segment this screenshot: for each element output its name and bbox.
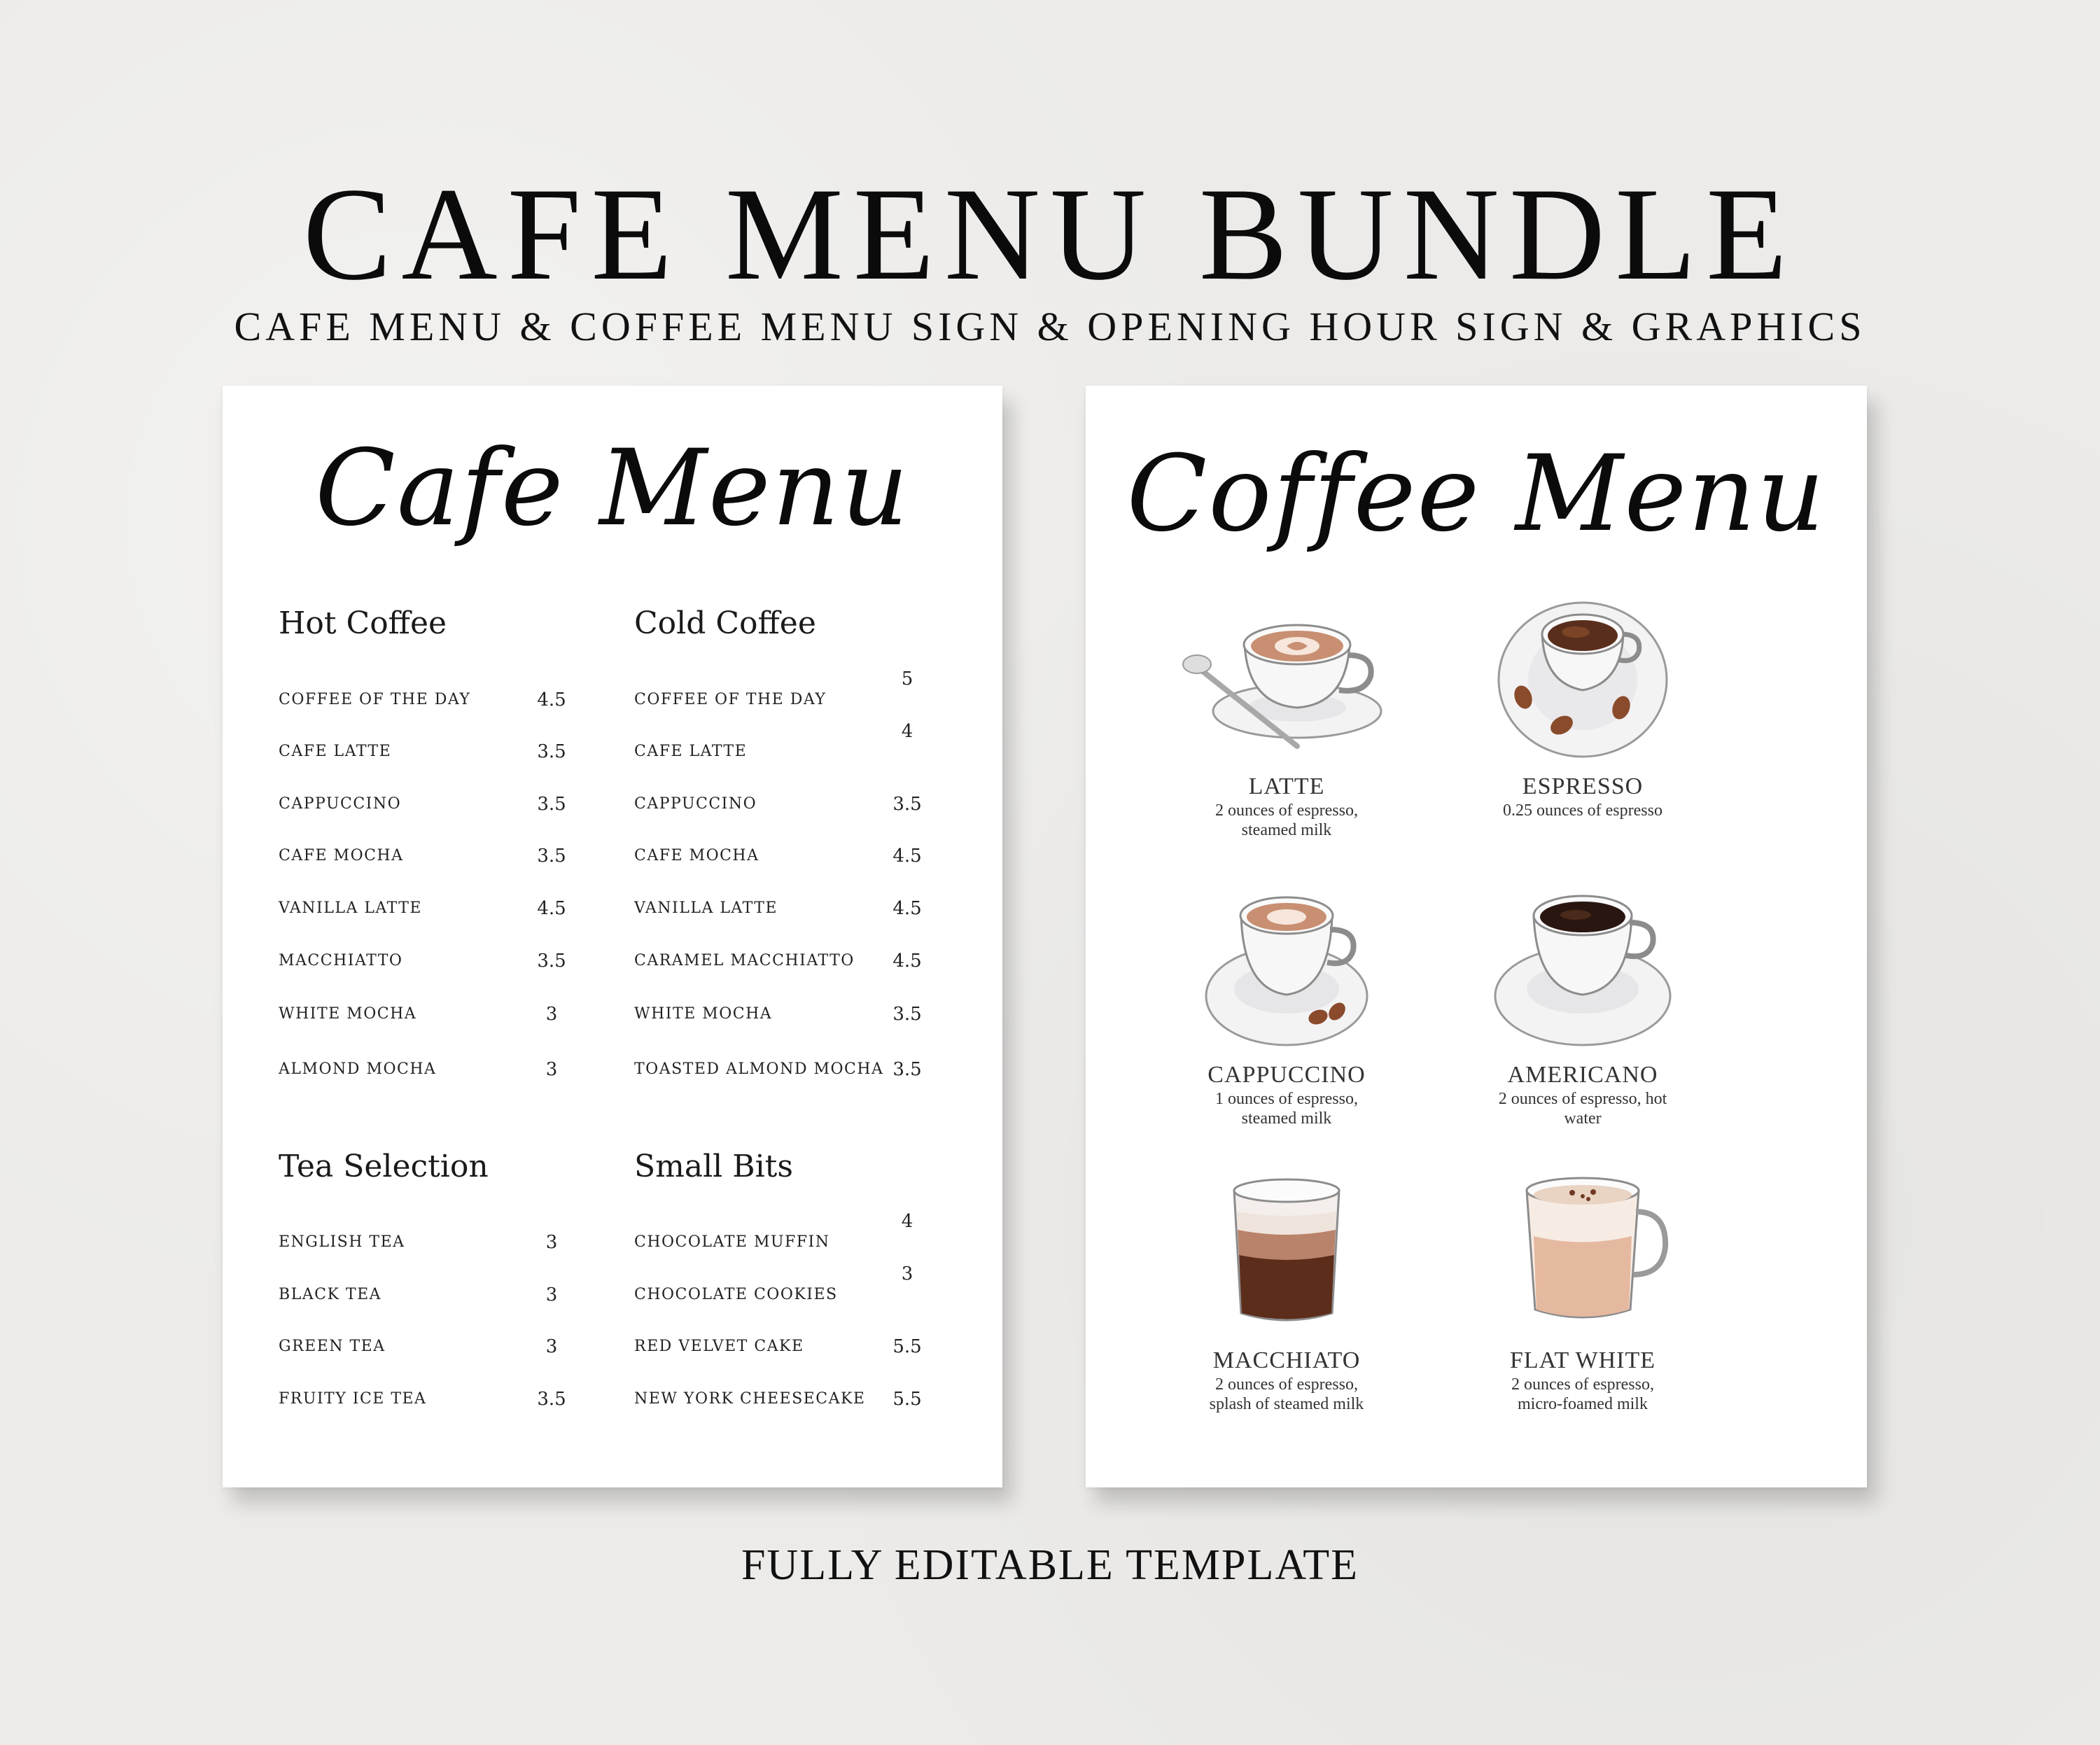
menu-item-name: MACCHIATTO bbox=[279, 952, 403, 969]
menu-item-name: WHITE MOCHA bbox=[634, 1005, 773, 1023]
menu-item-price: 5 bbox=[901, 668, 913, 689]
menu-item-name: COFFEE OF THE DAY bbox=[279, 691, 471, 708]
footer-tagline: FULLY EDITABLE TEMPLATE bbox=[741, 1541, 1359, 1589]
menu-item-price: 3 bbox=[545, 1284, 558, 1305]
macchiato-glass-icon bbox=[1182, 1170, 1392, 1345]
cafe-menu-title: Cafe Menu bbox=[315, 428, 910, 549]
menu-item-name: TOASTED ALMOND MOCHA bbox=[634, 1060, 884, 1078]
menu-item-name: CAPPUCCINO bbox=[279, 795, 402, 813]
menu-item-price: 3.5 bbox=[537, 794, 566, 815]
menu-item-price: 4.5 bbox=[537, 898, 566, 919]
cappuccino-cup-icon bbox=[1182, 884, 1392, 1059]
cafe-menu-card bbox=[223, 386, 1002, 1487]
menu-item-price: 3.5 bbox=[537, 846, 566, 867]
menu-item-price: 3 bbox=[545, 1232, 558, 1253]
menu-item-price: 3 bbox=[545, 1004, 558, 1025]
drink-description: 2 ounces of espresso, hot water bbox=[1498, 1090, 1667, 1128]
drink-espresso bbox=[1436, 596, 1730, 821]
drink-description: 2 ounces of espresso, micro-foamed milk bbox=[1511, 1375, 1654, 1413]
drink-name: MACCHIATO bbox=[1212, 1347, 1361, 1373]
menu-item-name: WHITE MOCHA bbox=[279, 1005, 417, 1023]
drink-name: ESPRESSO bbox=[1522, 773, 1644, 799]
drink-flat-white bbox=[1436, 1170, 1730, 1414]
drink-description: 2 ounces of espresso, splash of steamed milk bbox=[1209, 1375, 1364, 1413]
drink-name: CAPPUCCINO bbox=[1208, 1062, 1366, 1088]
menu-item-name: CARAMEL MACCHIATTO bbox=[634, 952, 855, 969]
coffee-menu-card bbox=[1086, 386, 1867, 1487]
menu-item-price: 4 bbox=[901, 1211, 913, 1232]
drink-latte bbox=[1140, 596, 1434, 840]
drink-name: FLAT WHITE bbox=[1509, 1347, 1656, 1373]
bundle-subtitle: CAFE MENU & COFFEE MENU SIGN & OPENING HOUR SIGN & GRAPHICS bbox=[234, 304, 1866, 349]
menu-item-price: 3.5 bbox=[537, 741, 566, 762]
menu-item-name: RED VELVET CAKE bbox=[634, 1338, 804, 1355]
menu-item-price: 4.5 bbox=[892, 846, 922, 867]
menu-item-price: 3.5 bbox=[892, 794, 922, 815]
drink-americano bbox=[1436, 884, 1730, 1128]
bundle-title: CAFE MENU BUNDLE bbox=[302, 161, 1798, 308]
menu-item-price: 3 bbox=[545, 1059, 558, 1080]
menu-item-price: 5.5 bbox=[892, 1336, 922, 1357]
menu-item-name: CAPPUCCINO bbox=[634, 795, 757, 813]
coffee-menu-title: Coffee Menu bbox=[1126, 433, 1826, 555]
menu-item-price: 4.5 bbox=[537, 689, 566, 710]
menu-item-price: 4.5 bbox=[892, 898, 922, 919]
flat-white-glass-icon bbox=[1478, 1170, 1688, 1345]
menu-item-name: COFFEE OF THE DAY bbox=[634, 691, 827, 708]
menu-item-name: CAFE LATTE bbox=[279, 743, 392, 760]
menu-item-name: CAFE LATTE bbox=[634, 743, 748, 760]
menu-item-name: BLACK TEA bbox=[279, 1286, 382, 1303]
menu-item-price: 3.5 bbox=[892, 1004, 922, 1025]
menu-item-name: VANILLA LATTE bbox=[279, 899, 422, 917]
menu-item-price: 3.5 bbox=[537, 1389, 566, 1410]
menu-item-price: 4 bbox=[901, 721, 913, 742]
menu-item-price: 3 bbox=[901, 1263, 913, 1284]
menu-item-name: CAFE MOCHA bbox=[634, 847, 760, 864]
menu-item-price: 3.5 bbox=[892, 1059, 922, 1080]
section-heading-tea-selection: Tea Selection bbox=[279, 1149, 489, 1184]
drink-name: AMERICANO bbox=[1507, 1062, 1658, 1088]
menu-item-name: CHOCOLATE COOKIES bbox=[634, 1286, 838, 1303]
drink-description: 0.25 ounces of espresso bbox=[1503, 801, 1662, 820]
menu-item-price: 3 bbox=[545, 1336, 558, 1357]
menu-item-name: NEW YORK CHEESECAKE bbox=[634, 1390, 866, 1408]
menu-item-price: 4.5 bbox=[892, 951, 922, 972]
drink-macchiato bbox=[1140, 1170, 1434, 1414]
section-heading-cold-coffee: Cold Coffee bbox=[634, 605, 816, 641]
menu-item-name: CAFE MOCHA bbox=[279, 847, 404, 864]
drink-description: 2 ounces of espresso, steamed milk bbox=[1215, 801, 1358, 839]
menu-item-name: CHOCOLATE MUFFIN bbox=[634, 1233, 830, 1251]
menu-item-price: 5.5 bbox=[892, 1389, 922, 1410]
espresso-cup-icon bbox=[1478, 596, 1688, 771]
menu-item-name: ENGLISH TEA bbox=[279, 1233, 405, 1251]
drink-cappuccino bbox=[1140, 884, 1434, 1128]
menu-item-name: ALMOND MOCHA bbox=[279, 1060, 437, 1078]
americano-cup-icon bbox=[1478, 884, 1688, 1059]
section-heading-hot-coffee: Hot Coffee bbox=[279, 605, 447, 641]
menu-item-price: 3.5 bbox=[537, 951, 566, 972]
drink-description: 1 ounces of espresso, steamed milk bbox=[1215, 1090, 1358, 1128]
menu-item-name: GREEN TEA bbox=[279, 1338, 386, 1355]
section-heading-small-bits: Small Bits bbox=[634, 1149, 793, 1184]
menu-item-name: VANILLA LATTE bbox=[634, 899, 778, 917]
latte-cup-icon bbox=[1182, 596, 1392, 771]
drink-name: LATTE bbox=[1248, 773, 1325, 799]
menu-item-name: FRUITY ICE TEA bbox=[279, 1390, 427, 1408]
